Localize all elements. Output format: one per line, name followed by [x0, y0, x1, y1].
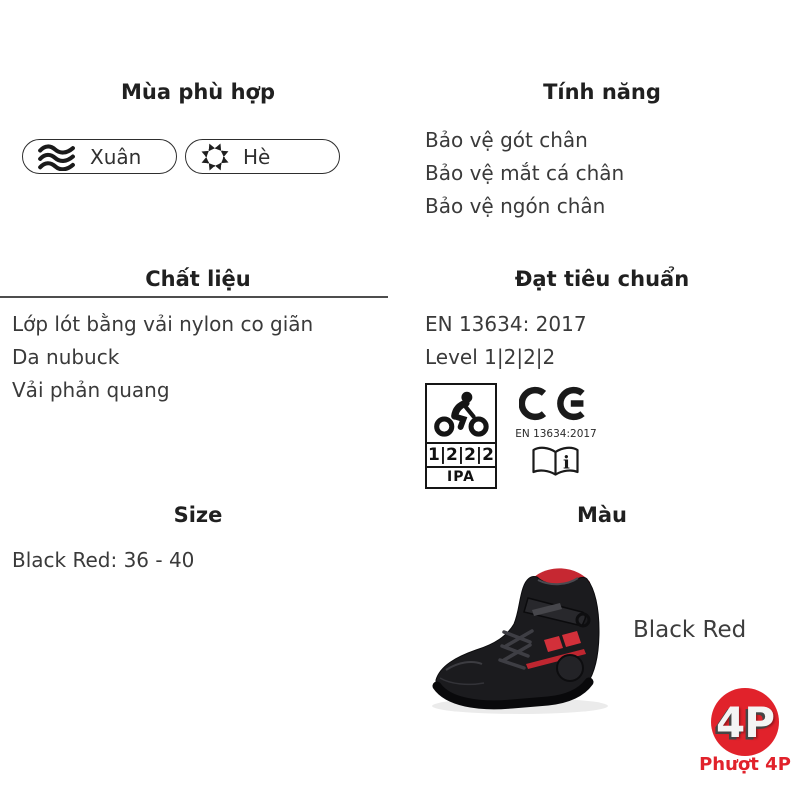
- feature-item: Bảo vệ mắt cá chân: [425, 161, 625, 185]
- material-divider: [0, 296, 388, 298]
- color-variant-label: Black Red: [633, 617, 747, 643]
- season-option-label: Xuân: [90, 144, 142, 169]
- open-book-info-icon: [530, 444, 582, 483]
- protection-code: IPA: [427, 466, 495, 487]
- material-item: Lớp lót bằng vải nylon co giãn: [12, 312, 314, 336]
- standards-list: [425, 308, 587, 374]
- certification-marks: [425, 383, 602, 489]
- feature-item: Bảo vệ gót chân: [425, 128, 588, 152]
- waves-icon: [36, 143, 78, 171]
- season-option-label: Hè: [243, 144, 271, 169]
- season-option-spring[interactable]: [22, 139, 177, 174]
- standards-title: Đạt tiêu chuẩn: [514, 267, 690, 291]
- feature-item: Bảo vệ ngón chân: [425, 194, 606, 218]
- color-title: Màu: [576, 503, 628, 527]
- svg-text:i: i: [563, 452, 570, 474]
- ce-certification: [510, 383, 602, 483]
- ce-mark-icon: [519, 386, 593, 425]
- features-title: Tính năng: [543, 80, 661, 104]
- sun-icon: [199, 141, 231, 173]
- ce-standard-text: EN 13634:2017: [515, 428, 597, 440]
- boot-product-image: [420, 554, 620, 726]
- material-item: Vải phản quang: [12, 378, 170, 402]
- brand-logo: [711, 688, 779, 756]
- size-value: Black Red: 36 - 40: [12, 548, 195, 572]
- season-options: [22, 139, 340, 174]
- motorcycle-rider-icon: [427, 385, 495, 442]
- material-list: [12, 308, 313, 407]
- size-title: Size: [173, 503, 223, 527]
- standard-item: EN 13634: 2017: [425, 312, 587, 336]
- protection-levels: 1|2|2|2: [427, 442, 495, 466]
- en13634-pictogram: [425, 383, 497, 489]
- features-list: [425, 124, 624, 223]
- material-item: Da nubuck: [12, 345, 120, 369]
- season-option-summer[interactable]: [185, 139, 340, 174]
- brand-caption: Phượt 4P: [699, 754, 791, 775]
- standard-item: Level 1|2|2|2: [425, 345, 556, 369]
- material-title: Chất liệu: [145, 267, 251, 291]
- season-title: Mùa phù hợp: [121, 80, 275, 104]
- brand-logo-text: 4P: [715, 697, 774, 747]
